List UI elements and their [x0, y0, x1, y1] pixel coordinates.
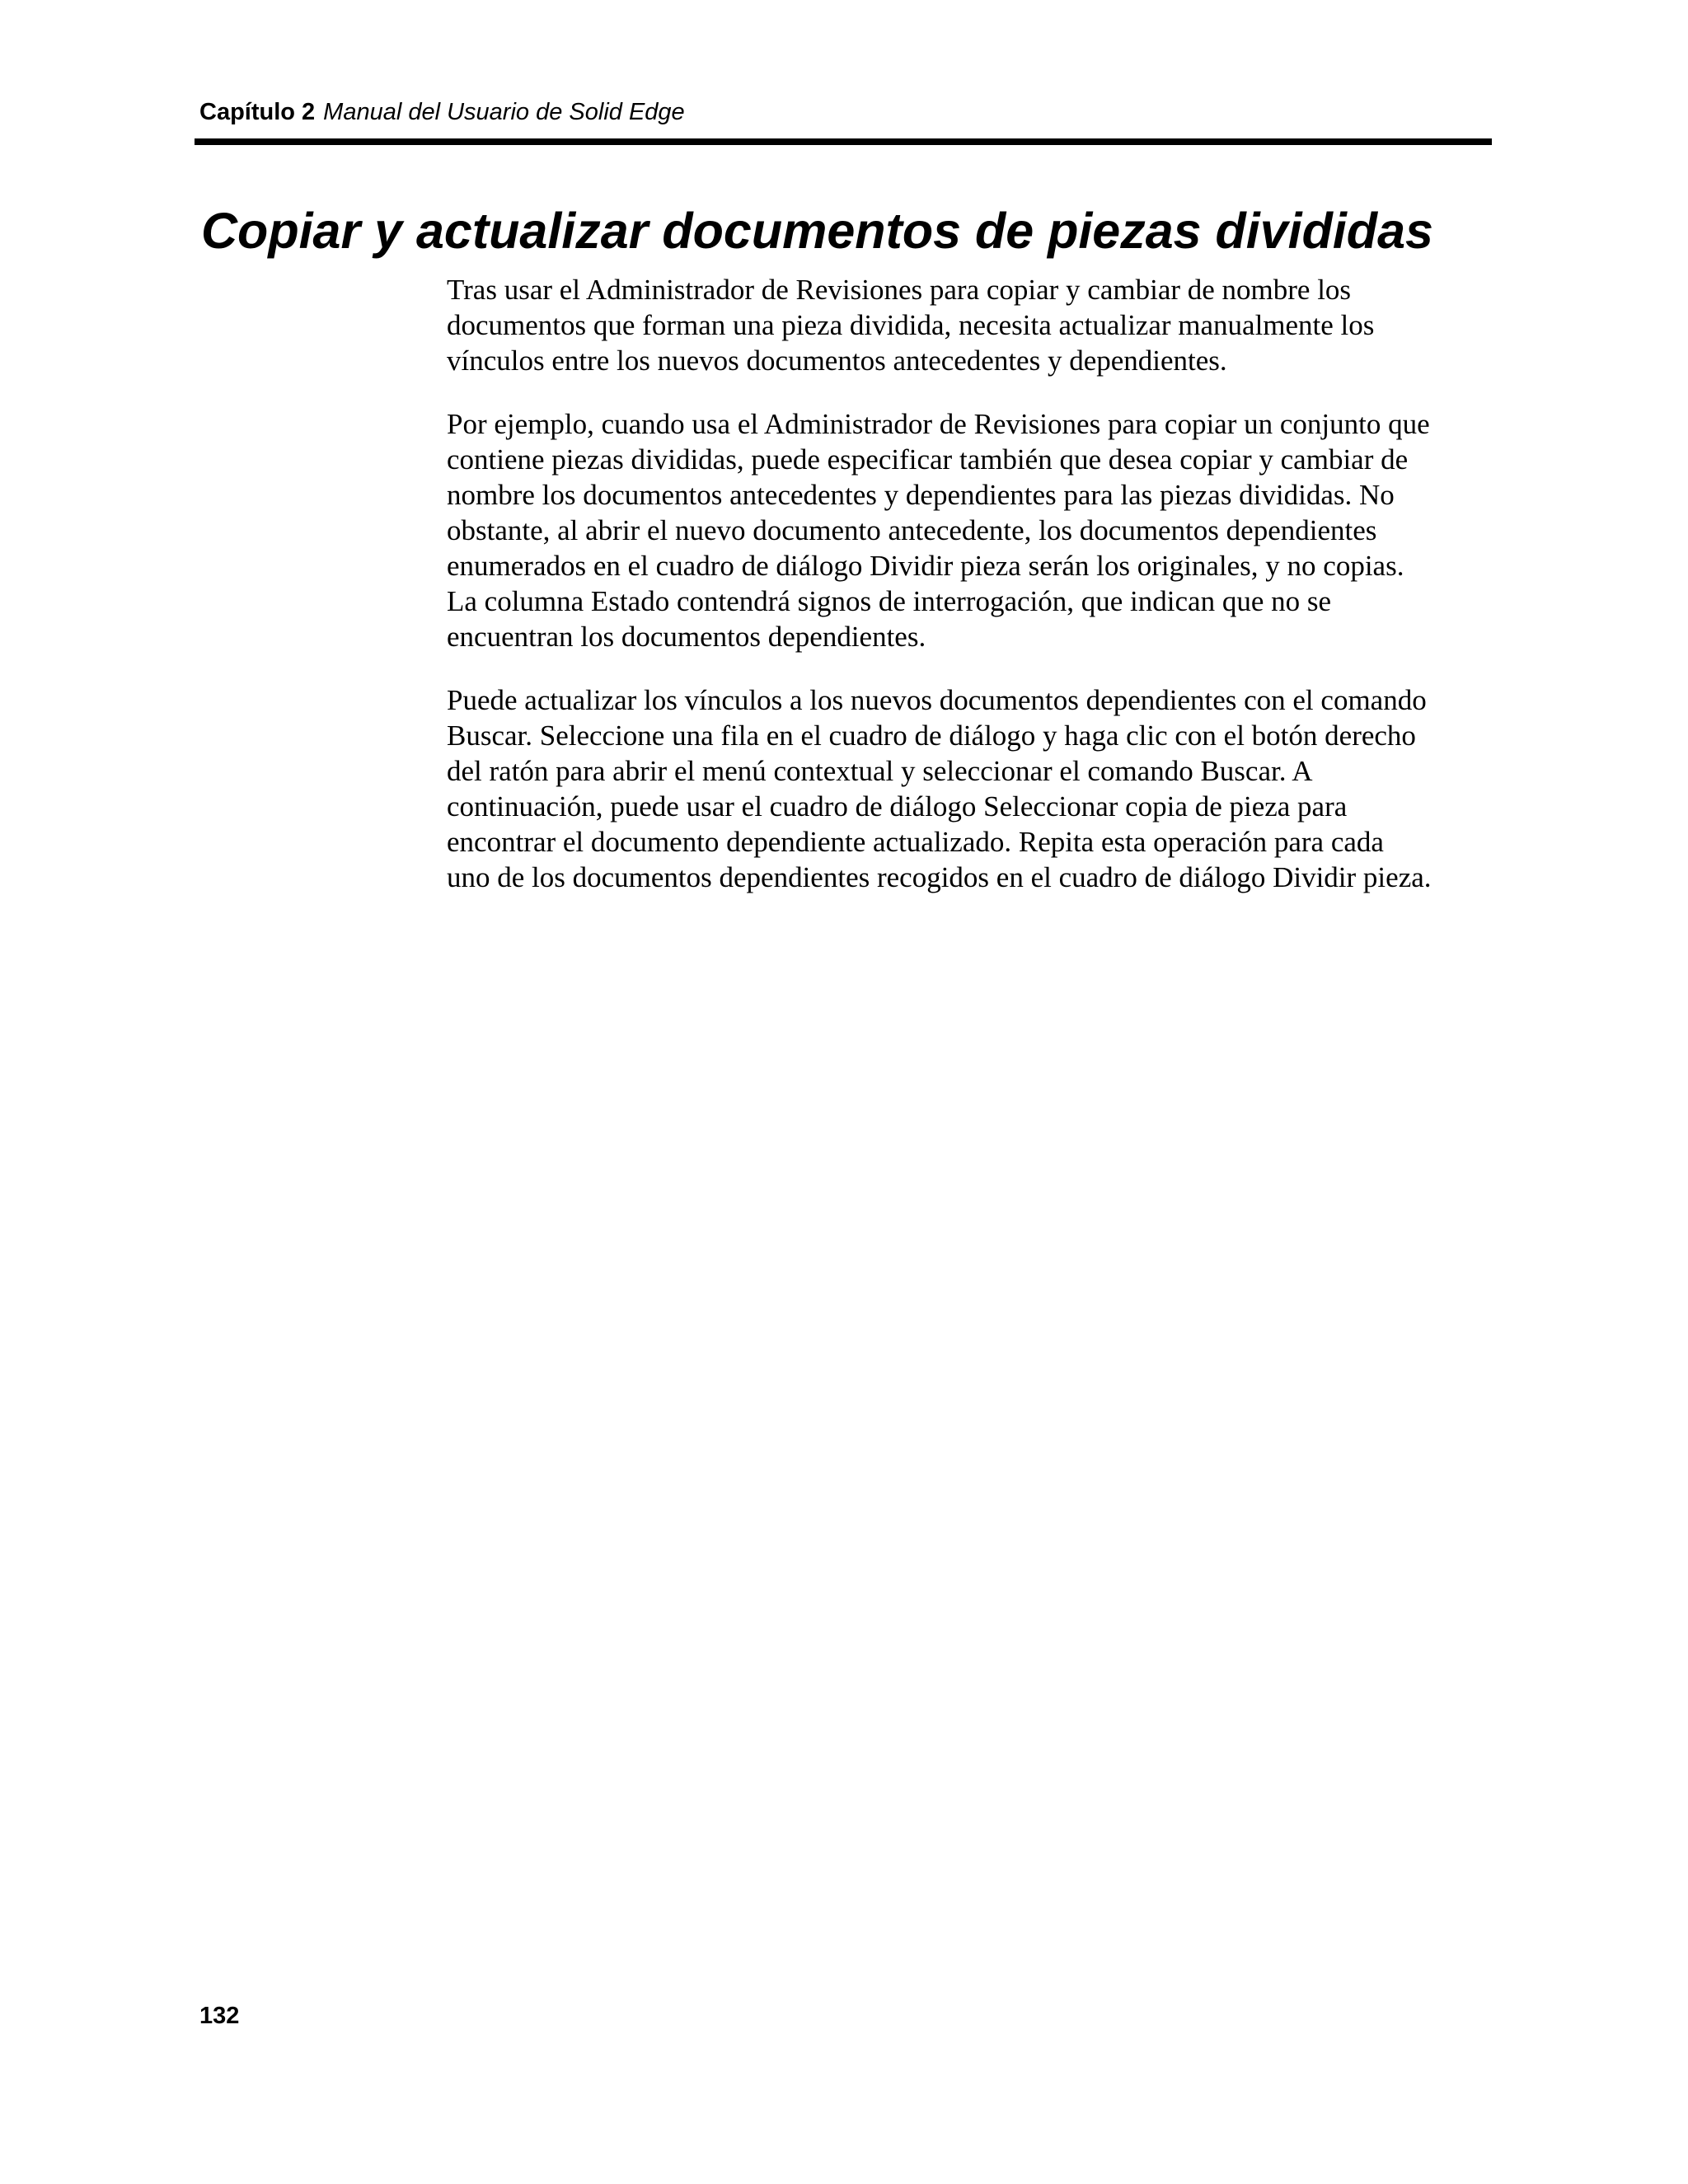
text-line: del ratón para abrir el menú contextual y seleccionar el comando Buscar. A	[447, 755, 1313, 787]
manual-title: Manual del Usuario de Solid Edge	[323, 99, 685, 125]
paragraph-2	[447, 406, 1518, 654]
text-line: contiene piezas divididas, puede especificar también que desea copiar y cambiar de	[447, 443, 1409, 476]
body-text	[447, 272, 1518, 923]
paragraph-3	[447, 682, 1518, 895]
section-title: Copiar y actualizar documentos de piezas divididas	[201, 203, 1433, 259]
text-line: encuentran los documentos dependientes.	[447, 621, 926, 653]
page-number: 132	[199, 2003, 240, 2029]
text-line: enumerados en el cuadro de diálogo Dividir pieza serán los originales, y no copias.	[447, 550, 1404, 582]
text-line: vínculos entre los nuevos documentos antecedentes y dependientes.	[447, 344, 1227, 377]
text-line: obstante, al abrir el nuevo documento antecedente, los documentos dependientes	[447, 514, 1377, 546]
chapter-label: Capítulo 2	[199, 99, 316, 125]
text-line: nombre los documentos antecedentes y dependientes para las piezas divididas. No	[447, 479, 1395, 511]
text-line: Tras usar el Administrador de Revisiones para copiar y cambiar de nombre los	[447, 274, 1352, 306]
text-line: documentos que forman una pieza dividida, necesita actualizar manualmente los	[447, 309, 1375, 341]
text-line: Puede actualizar los vínculos a los nuevos documentos dependientes con el comando	[447, 684, 1427, 716]
header-rule	[195, 138, 1492, 145]
paragraph-1	[447, 272, 1518, 378]
text-line: uno de los documentos dependientes recogidos en el cuadro de diálogo Dividir pieza.	[447, 861, 1432, 893]
text-line: encontrar el documento dependiente actualizado. Repita esta operación para cada	[447, 826, 1384, 858]
text-line: Por ejemplo, cuando usa el Administrador de Revisiones para copiar un conjunto que	[447, 408, 1430, 440]
text-line: La columna Estado contendrá signos de interrogación, que indican que no se	[447, 585, 1332, 617]
text-line: continuación, puede usar el cuadro de diálogo Seleccionar copia de pieza para	[447, 790, 1348, 823]
text-line: Buscar. Seleccione una fila en el cuadro de diálogo y haga clic con el botón derecho	[447, 719, 1416, 752]
running-header	[199, 97, 685, 127]
